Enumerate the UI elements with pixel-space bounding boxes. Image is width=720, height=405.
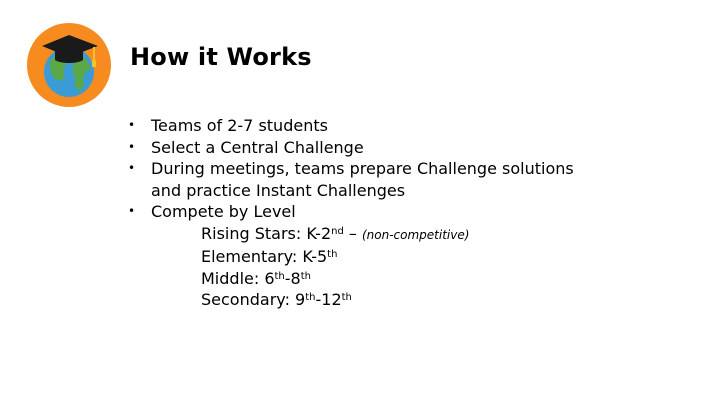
ordinal-suffix: th — [341, 292, 352, 303]
ordinal-suffix: nd — [331, 225, 344, 237]
level-label: Rising Stars: K-2 — [201, 223, 332, 243]
level-range: -12 — [315, 290, 342, 309]
tassel-end — [92, 60, 96, 67]
bullet-item-challenge — [128, 137, 574, 159]
bullet-text: Select a Central Challenge — [151, 137, 364, 157]
bullet-text-continued: and practice Instant Challenges — [151, 180, 406, 200]
bullet-dot-icon: • — [128, 118, 136, 132]
bullet-text: During meetings, teams prepare Challenge solutions — [151, 159, 574, 178]
bullet-text: Compete by Level — [151, 202, 296, 221]
non-competitive-note: (non-competitive) — [361, 227, 470, 242]
level-rising-stars — [201, 223, 574, 247]
level-label: Middle: 6 — [201, 268, 275, 288]
slide-title: How it Works — [130, 43, 312, 71]
level-elementary — [201, 246, 574, 268]
bullet-list — [128, 115, 574, 311]
dash: – — [343, 223, 362, 243]
level-label: Elementary: K-5 — [201, 247, 328, 266]
ordinal-suffix: th — [300, 270, 311, 282]
bullet-dot-icon: • — [128, 139, 136, 154]
ordinal-suffix: th — [274, 270, 285, 282]
ordinal-suffix: th — [305, 292, 316, 303]
level-secondary — [201, 289, 574, 311]
bullet-item-compete — [128, 201, 574, 311]
ordinal-suffix: th — [327, 249, 338, 260]
bullet-item-teams — [128, 115, 574, 137]
level-middle — [201, 268, 574, 290]
bullet-dot-icon: • — [128, 204, 136, 218]
level-label: Secondary: 9 — [201, 290, 306, 309]
bullet-dot-icon: • — [128, 161, 136, 175]
level-range: -8 — [284, 268, 301, 288]
bullet-text: Teams of 2-7 students — [151, 116, 328, 135]
bullet-item-meetings — [128, 158, 574, 201]
logo-globe-cap-icon — [26, 20, 112, 108]
level-list — [151, 223, 574, 311]
globe-with-graduation-cap-icon — [26, 20, 112, 108]
